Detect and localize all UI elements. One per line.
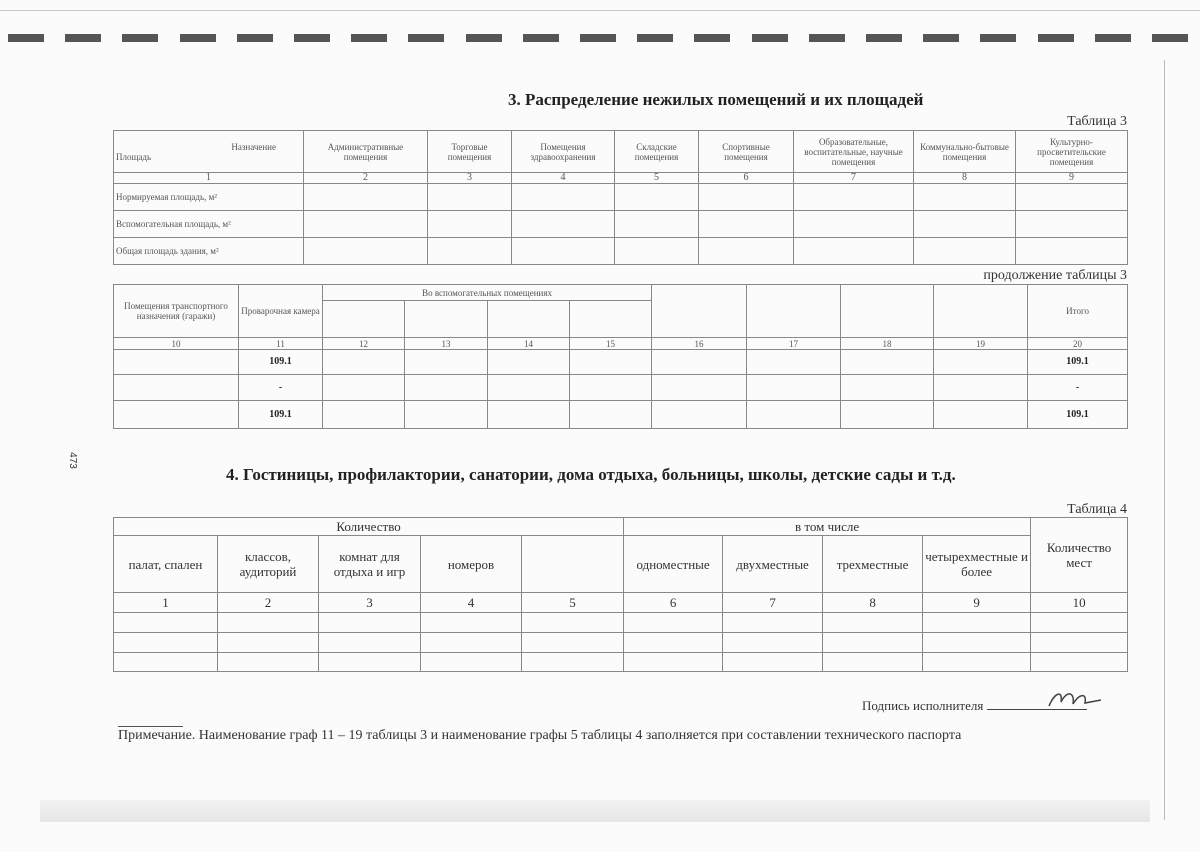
binding-mark [580,34,616,42]
table-row: - - [114,375,1128,401]
col-header [522,536,624,593]
binding-mark [466,34,502,42]
column-number: 18 [841,338,934,350]
scan-shadow [40,800,1150,822]
table-row: Нормируемая площадь, м² [114,184,1128,211]
column-number: 2 [304,173,428,184]
binding-mark [637,34,673,42]
col-header: номеров [421,536,522,593]
col-header-aux: Во вспомогательных помещениях [323,285,652,301]
column-number: 6 [624,593,723,613]
table-3 [113,130,1128,265]
table-row: Общая площадь здания, м² [114,238,1128,265]
binding-mark [523,34,559,42]
table-row: 109.1 109.1 [114,350,1128,375]
column-number: 2 [218,593,319,613]
column-number: 14 [488,338,570,350]
table-row [114,653,1128,672]
col-header: Культурно-просветительские помещения [1016,131,1128,173]
binding-mark [8,34,44,42]
table-row [114,633,1128,653]
col-header: Количество мест [1031,518,1128,593]
divider [118,726,183,727]
signature-icon [1045,688,1105,710]
binding-mark [694,34,730,42]
col-header-camera: Проварочная камера [239,285,323,338]
column-number: 7 [794,173,914,184]
column-number: 15 [570,338,652,350]
table-row: 109.1 109.1 [114,401,1128,429]
binding-mark [809,34,845,42]
column-number: 13 [405,338,488,350]
col-header: четырехместные и более [923,536,1031,593]
table3-cont-caption: продолжение таблицы 3 [983,268,1127,283]
section3-title: 3. Распределение нежилых помещений и их площадей [508,90,924,109]
col-header: Торговые помещения [428,131,512,173]
binding-mark [122,34,158,42]
table-row [114,613,1128,633]
column-number: 7 [723,593,823,613]
column-number: 16 [652,338,747,350]
binding-mark [65,34,101,42]
col-header: Спортивные помещения [699,131,794,173]
column-number: 12 [323,338,405,350]
column-number: 3 [428,173,512,184]
column-number: 9 [1016,173,1128,184]
column-number: 5 [522,593,624,613]
binding-mark [980,34,1016,42]
scan-edge [0,10,1200,11]
signature-label: Подпись исполнителя [862,698,1087,714]
binding-mark [1095,34,1131,42]
binding-mark [408,34,444,42]
column-number: 8 [823,593,923,613]
column-number: 19 [934,338,1028,350]
corner-header: Назначение Площадь [114,131,304,173]
col-header: Коммунально-бытовые помещения [914,131,1016,173]
column-number: 4 [512,173,615,184]
column-numbers [114,173,1128,184]
col-header-garage: Помещения транспортного назначения (гаражи) [114,285,239,338]
column-number: 1 [114,173,304,184]
scan-edge-right [1164,60,1165,820]
column-number: 1 [114,593,218,613]
table-3-continuation [113,284,1128,429]
table3-caption: Таблица 3 [1067,114,1127,129]
column-number: 8 [914,173,1016,184]
table-row: Вспомогательная площадь, м² [114,211,1128,238]
column-number: 9 [923,593,1031,613]
col-header: комнат для отдыха и игр [319,536,421,593]
column-number: 5 [615,173,699,184]
col-header: Складские помещения [615,131,699,173]
col-header: Административные помещения [304,131,428,173]
column-number: 10 [1031,593,1128,613]
binding-mark [294,34,330,42]
section4-title: 4. Гостиницы, профилактории, санатории, дома отдыха, больницы, школы, детские сады и т.д. [226,465,956,484]
col-header: Образовательные, воспитательные, научные помещения [794,131,914,173]
col-header: классов, аудиторий [218,536,319,593]
page-number: 473 [66,452,78,469]
column-number: 4 [421,593,522,613]
footnote: Примечание. Наименование граф 11 – 19 таблицы 3 и наименование графы 5 таблицы 4 заполняется при составлении технического паспорта [118,728,962,743]
column-numbers [114,593,1128,613]
column-numbers [114,338,1128,350]
group-header-incl: в том числе [624,518,1031,536]
col-header: двухместные [723,536,823,593]
binding-mark [923,34,959,42]
binding-mark [752,34,788,42]
col-header: палат, спален [114,536,218,593]
binding-mark [1152,34,1188,42]
column-number: 6 [699,173,794,184]
col-header: трехместные [823,536,923,593]
binding-mark [351,34,387,42]
column-number: 20 [1028,338,1128,350]
column-number: 17 [747,338,841,350]
col-header: одноместные [624,536,723,593]
table-4 [113,517,1128,672]
column-number: 11 [239,338,323,350]
binding-mark [237,34,273,42]
binding-mark [180,34,216,42]
col-header-total: Итого [1028,285,1128,338]
column-number: 3 [319,593,421,613]
col-header: Помещения здравоохранения [512,131,615,173]
table4-caption: Таблица 4 [1067,502,1127,517]
group-header-count: Количество [114,518,624,536]
binding-mark [1038,34,1074,42]
column-number: 10 [114,338,239,350]
binding-mark [866,34,902,42]
